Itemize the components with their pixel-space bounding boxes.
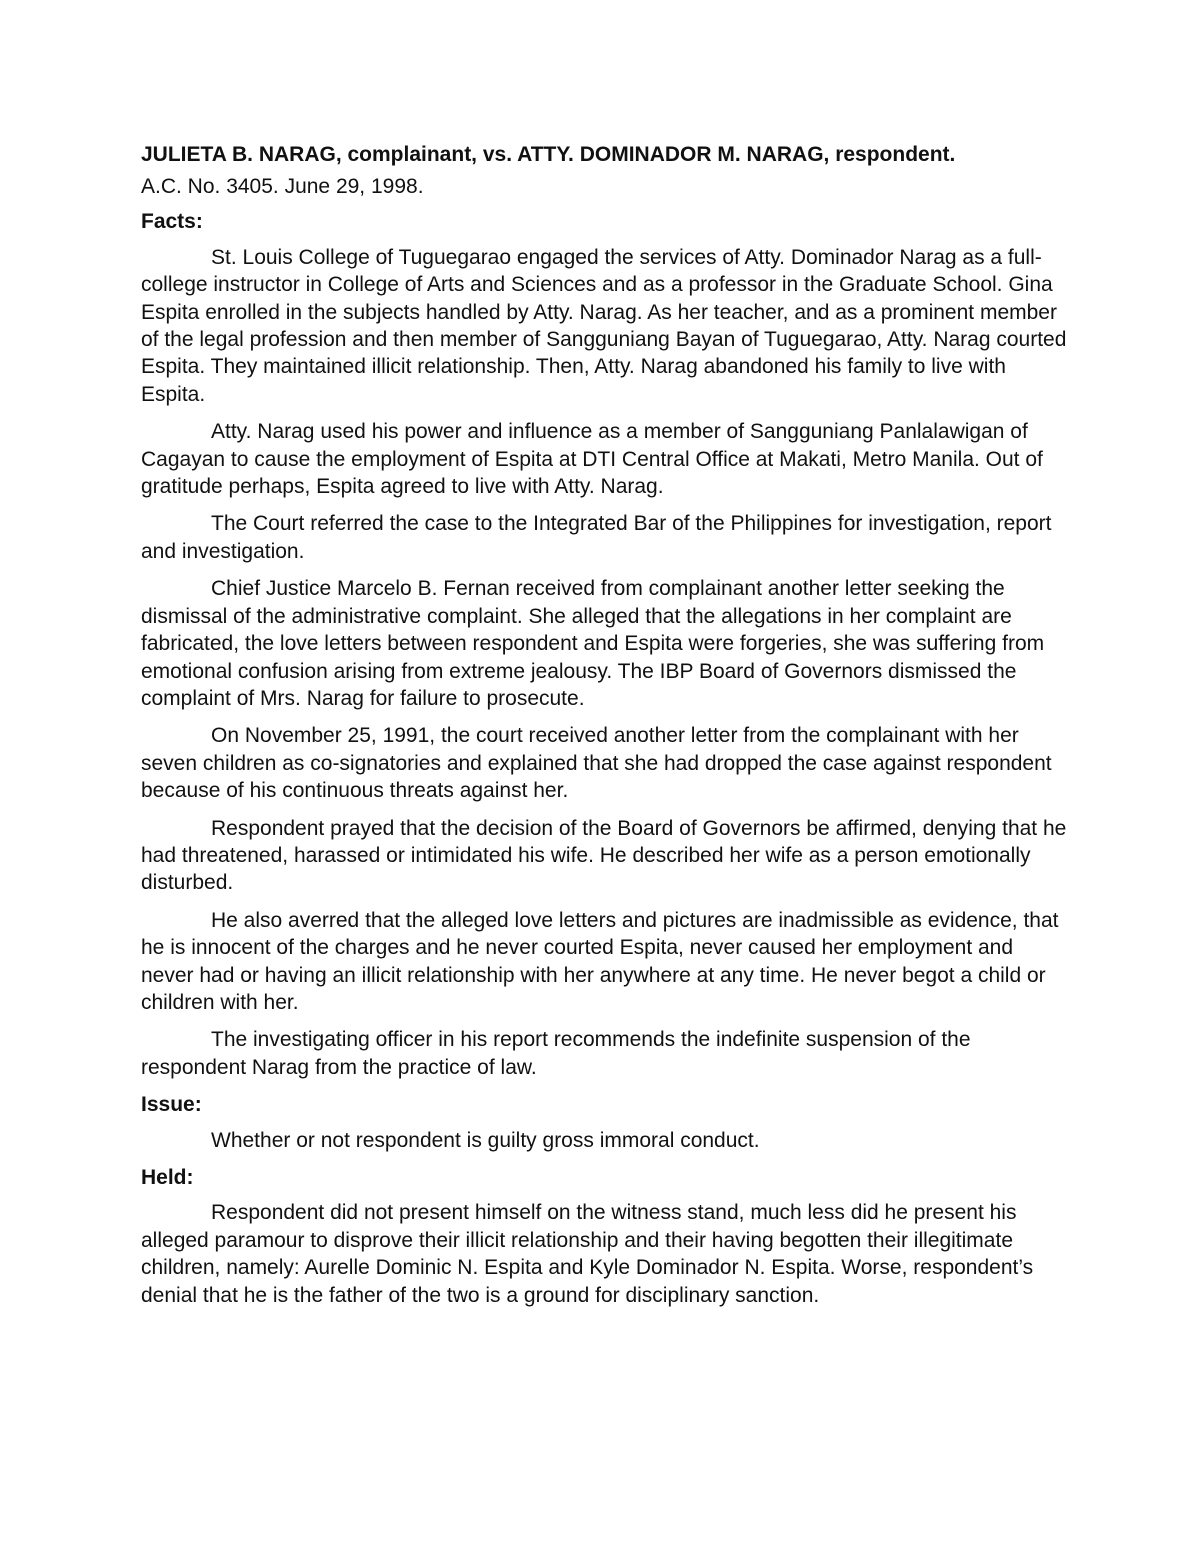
case-citation: A.C. No. 3405. June 29, 1998.: [141, 175, 424, 198]
facts-paragraph: The investigating officer in his report recommends the indefinite suspension of the respondent Narag from the practice of law.: [141, 1028, 971, 1079]
facts-paragraph: St. Louis College of Tuguegarao engaged the services of Atty. Dominador Narag as a full-college instructor in College of Arts and Sciences and as a professor in the Graduate School. Gina Espita enrolled in the subjects handled by Atty. Narag. As her teacher, and as a prominent member of the legal profession and then member of Sangguniang Bayan of Tuguegarao, Atty. Narag courted Espita. They maintained illicit relationship. Then, Atty. Narag abandoned his family to live with Espita.: [141, 245, 1067, 406]
issue-heading: Issue:: [141, 1093, 202, 1117]
facts-paragraph: Respondent prayed that the decision of the Board of Governors be affirmed, denying that he had threatened, harassed or intimidated his wife. He described her wife as a person emotionally disturbed.: [141, 816, 1067, 895]
facts-paragraph: On November 25, 1991, the court received another letter from the complainant with her seven children as co-signatories and explained that she had dropped the case against respondent because of his continuous threats against her.: [141, 724, 1052, 803]
facts-paragraph: The Court referred the case to the Integrated Bar of the Philippines for investigation, report and investigation.: [141, 512, 1052, 563]
facts-paragraph: He also averred that the alleged love letters and pictures are inadmissible as evidence, that he is innocent of the charges and he never courted Espita, never caused her employment and never had or having an illicit relationship with her anywhere at any time. He never begot a child or children with her.: [141, 908, 1059, 1014]
issue-paragraph: Whether or not respondent is guilty gross immoral conduct.: [211, 1128, 760, 1152]
held-heading: Held:: [141, 1166, 194, 1189]
facts-heading: Facts:: [141, 210, 203, 234]
facts-paragraph: Chief Justice Marcelo B. Fernan received from complainant another letter seeking the dismissal of the administrative complaint. She alleged that the allegations in her complaint are fabricated, the love letters between respondent and Espita were forgeries, she was suffering from emotional confusion arising from extreme jealousy. The IBP Board of Governors dismissed the complaint of Mrs. Narag for failure to prosecute.: [141, 577, 1045, 710]
facts-paragraph: Atty. Narag used his power and influence as a member of Sangguniang Panlalawigan of Cagayan to cause the employment of Espita at DTI Central Office at Makati, Metro Manila. Out of gratitude perhaps, Espita agreed to live with Atty. Narag.: [141, 420, 1043, 499]
case-title: JULIETA B. NARAG, complainant, vs. ATTY. DOMINADOR M. NARAG, respondent.: [141, 143, 956, 166]
document-page: [141, 141, 1071, 1319]
held-paragraph: Respondent did not present himself on the witness stand, much less did he present his alleged paramour to disprove their illicit relationship and their having begotten their illegitimate children, namely: Aurelle Dominic N. Espita and Kyle Dominador N. Espita. Worse, respondent’s denial that he is the father of the two is a ground for disciplinary sanction.: [141, 1201, 1034, 1307]
